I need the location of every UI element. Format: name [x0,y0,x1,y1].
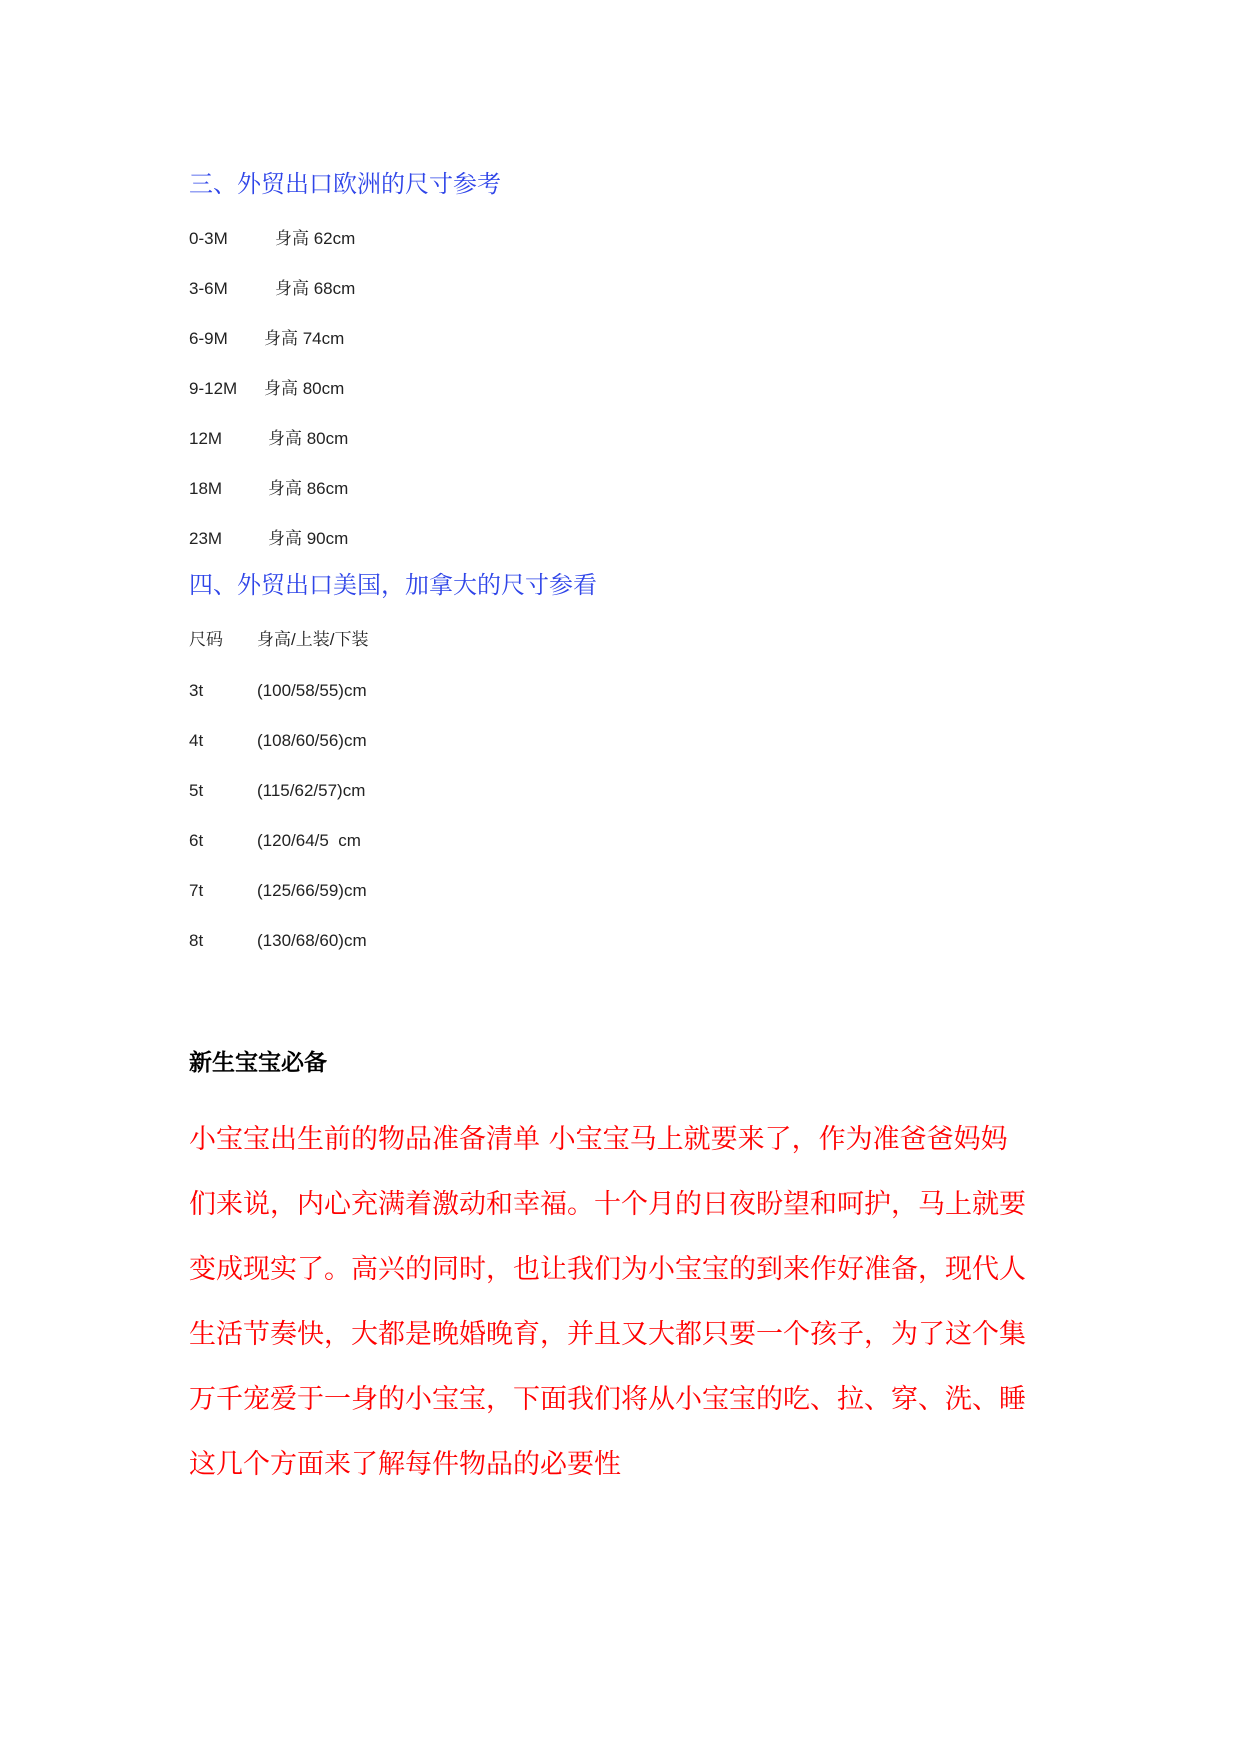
measure-column-header: 身高/上装/下装 [257,630,369,649]
size-label: 8t [189,931,204,950]
measure-value: (120/64/5 cm [257,831,361,850]
newborn-essentials-title: 新生宝宝必备 [189,1050,327,1076]
size-label: 5t [189,781,204,800]
size-label: 4t [189,731,204,750]
measure-value: (108/60/56)cm [257,731,367,750]
measure-value: (125/66/59)cm [257,881,367,900]
newborn-intro-paragraph [189,1107,1069,1497]
height-value: 身高 90cm [268,529,349,548]
measure-value: (130/68/60)cm [257,931,367,950]
height-value: 身高 68cm [275,279,356,298]
height-value: 身高 80cm [264,379,345,398]
us-canada-size-heading: 四、外贸出口美国，加拿大的尺寸参看 [189,571,597,599]
height-value: 身高 86cm [268,479,349,498]
measure-value: (100/58/55)cm [257,681,367,700]
paragraph-line: 小宝宝出生前的物品准备清单 小宝宝马上就要来了，作为准爸爸妈妈 [189,1124,1008,1155]
paragraph-line: 这几个方面来了解每件物品的必要性 [189,1449,621,1480]
size-label: 0-3M [189,229,228,248]
size-column-header: 尺码 [189,630,223,649]
paragraph-line: 变成现实了。高兴的同时，也让我们为小宝宝的到来作好准备，现代人 [189,1254,1026,1285]
paragraph-line: 万千宠爱于一身的小宝宝，下面我们将从小宝宝的吃、拉、穿、洗、睡 [189,1384,1026,1415]
size-label: 23M [189,529,223,548]
height-value: 身高 80cm [268,429,349,448]
size-label: 7t [189,881,204,900]
size-label: 18M [189,479,223,498]
europe-size-heading: 三、外贸出口欧洲的尺寸参考 [189,170,501,198]
size-label: 9-12M [189,379,238,398]
paragraph-line: 们来说，内心充满着激动和幸福。十个月的日夜盼望和呵护，马上就要 [189,1189,1026,1220]
size-label: 3-6M [189,279,228,298]
height-value: 身高 62cm [275,229,356,248]
size-label: 6-9M [189,329,228,348]
size-label: 3t [189,681,204,700]
size-label: 6t [189,831,204,850]
size-label: 12M [189,429,223,448]
measure-value: (115/62/57)cm [257,781,366,800]
height-value: 身高 74cm [264,329,345,348]
paragraph-line: 生活节奏快，大都是晚婚晚育，并且又大都只要一个孩子，为了这个集 [189,1319,1026,1350]
